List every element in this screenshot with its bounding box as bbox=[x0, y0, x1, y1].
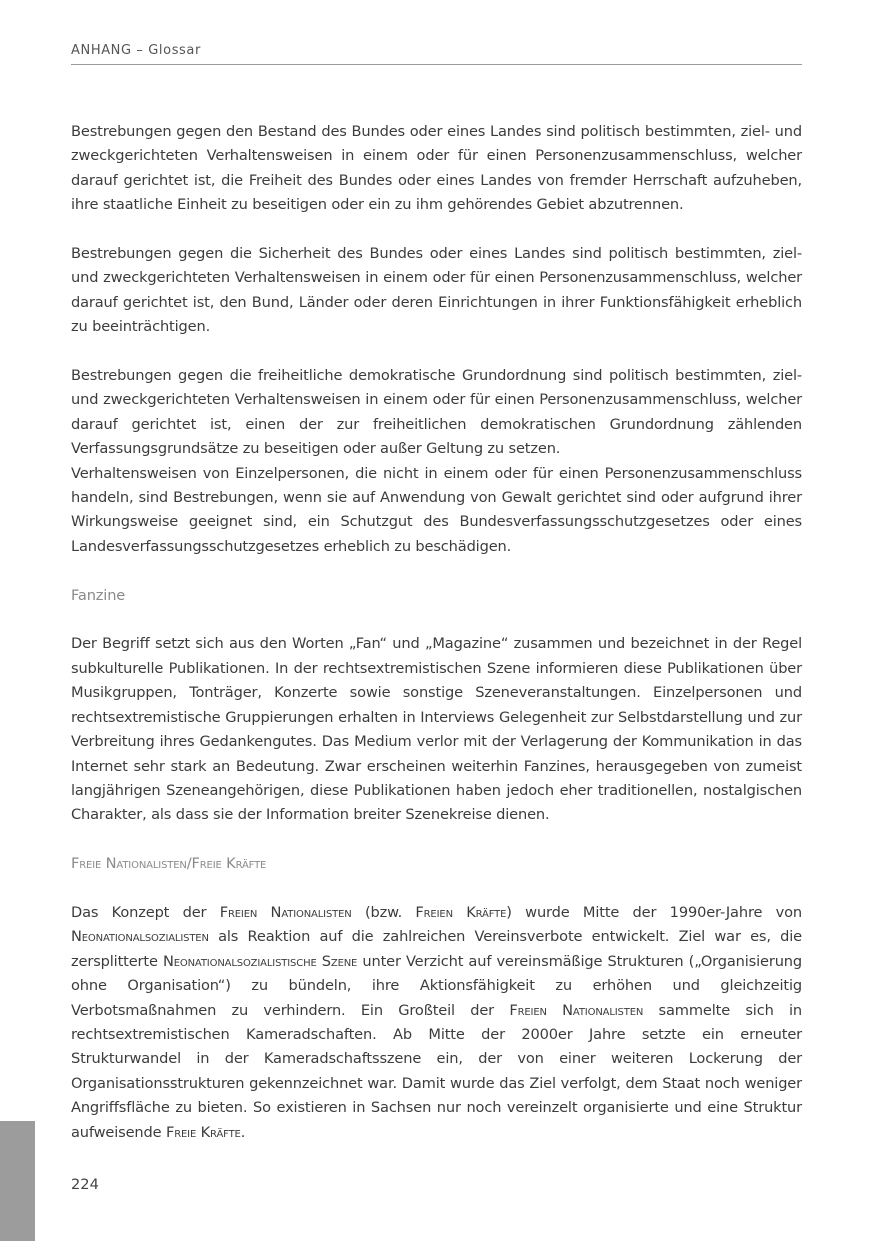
page-body bbox=[71, 120, 802, 1145]
text-segment: unter Verzicht auf vereinsmäßige Strukturen („Organisierung ohne Organisation“) zu bündeln, ihre Aktionsfähigkeit zu erhöhen und gleichzeitig Verbotsmaßnahmen zu verhindern. Ein Großteil der bbox=[71, 952, 803, 1019]
paragraph-bestand: Bestrebungen gegen den Bestand des Bundes oder eines Landes sind politisch bestimmten, ziel- und zweckgerichteten Verhaltensweisen in einem oder für einen Personenzusammenschluss, welcher darauf gerichtet ist, die Freiheit des Bundes oder eines Landes von fremder Herrschaft aufzuheben, ihre staatliche Einheit zu beseitigen oder ein zu ihm gehörendes Gebiet abzutrennen. bbox=[71, 123, 802, 214]
term-neonationalsozialistische-szene: Neonationalsozialistische Szene bbox=[162, 952, 358, 970]
paragraph-sicherheit: Bestrebungen gegen die Sicherheit des Bundes oder eines Landes sind politisch bestimmten, ziel- und zweckgerichteten Verhaltensweisen in einem oder für einen Personenzusammenschluss, welcher darauf gerichtet ist, den Bund, Länder oder deren Einrichtungen in ihrer Funktionsfähigkeit erheblich zu beeinträchtigen. bbox=[71, 245, 802, 336]
text-segment: ) wurde Mitte der 1990er-Jahre von bbox=[506, 903, 802, 921]
paragraph-einzelpersonen: Verhaltensweisen von Einzelpersonen, die nicht in einem oder für einen Personenzusammenschluss handeln, sind Bestrebungen, wenn sie auf Anwendung von Gewalt gerichtet sind oder aufgrund ihrer Wirkungsweise geeignet sind, ein Schutzgut des Bundesverfassungsschutzgesetzes oder eines Landesverfassungsschutzgesetzes erheblich zu beschädigen. bbox=[71, 464, 802, 555]
term-freie-kraefte: Freie Kräfte bbox=[165, 1123, 241, 1141]
text-segment: sammelte sich in rechtsextremistischen Kameradschaften. Ab Mitte der 2000er Jahre setzte ein erneuter Strukturwandel in der Kameradschaftsszene ein, der von einer weiteren Lockerung der Organisationsstrukturen gekennzeichnet war. Damit wurde das Ziel verfolgt, dem Staat noch weniger Angriffsfläche zu bieten. So existieren in Sachsen nur noch vereinzelt organisierte und eine Struktur aufweisende bbox=[71, 1001, 802, 1141]
text-segment: Das Konzept der bbox=[71, 903, 220, 921]
glossary-term-fanzine: Fanzine bbox=[71, 586, 126, 604]
running-header: ANHANG – Glossar bbox=[71, 43, 201, 58]
text-segment: (bzw. bbox=[351, 903, 416, 921]
term-freie-kraefte: Freien Kräfte bbox=[415, 903, 507, 921]
glossary-term-freie-nationalisten: Freie Nationalisten/Freie Kräfte bbox=[71, 855, 267, 873]
text-segment: . bbox=[240, 1123, 246, 1141]
page-number: 224 bbox=[71, 1176, 99, 1193]
term-freie-nationalisten: Freien Nationalisten bbox=[509, 1001, 644, 1019]
term-neonationalsozialisten: Neonationalsozialisten bbox=[71, 928, 209, 946]
side-tab-marker bbox=[0, 1121, 35, 1241]
paragraph-freie-nationalisten bbox=[71, 901, 802, 1145]
header-rule bbox=[71, 64, 802, 65]
term-freie-nationalisten: Freien Nationalisten bbox=[219, 903, 352, 921]
paragraph-fanzine: Der Begriff setzt sich aus den Worten „Fan“ und „Magazine“ zusammen und bezeichnet in der Regel subkulturelle Publikationen. In der rechtsextremistischen Szene informieren diese Publikationen über Musikgruppen, Tonträger, Konzerte sowie sonstige Szeneveranstaltungen. Einzelpersonen und rechtsextremistische Gruppierungen erhalten in Interviews Gelegenheit zur Selbstdarstellung und zur Verbreitung ihres Gedankengutes. Das Medium verlor mit der Verlagerung der Kommunikation in das Internet sehr stark an Bedeutung. Zwar erscheinen weiterhin Fanzines, herausgegeben von zumeist langjährigen Szeneangehörigen, diese Publikationen haben jedoch eher traditionellen, nostalgischen Charakter, als dass sie der Information breiter Szenekreise dienen. bbox=[71, 635, 802, 824]
text-segment: als Reaktion auf die zahlreichen Vereinsverbote entwickelt. Ziel war es, die zersplitterte bbox=[71, 928, 802, 970]
paragraph-grundordnung: Bestrebungen gegen die freiheitliche demokratische Grundordnung sind politisch bestimmten, ziel- und zweckgerichteten Verhaltensweisen in einem oder für einen Personenzusammenschluss, welcher darauf gerichtet ist, einen der zur freiheitlichen demokratischen Grundordnung zählenden Verfassungsgrundsätze zu beseitigen oder außer Geltung zu setzen. bbox=[71, 367, 802, 458]
